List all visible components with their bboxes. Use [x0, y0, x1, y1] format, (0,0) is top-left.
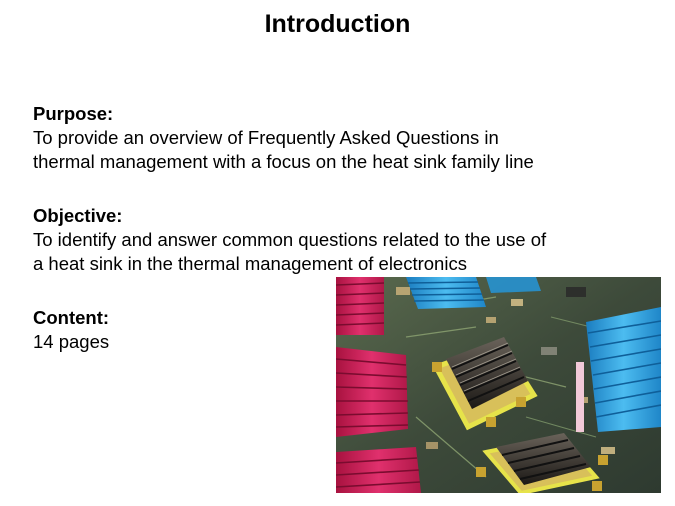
- objective-section: [33, 204, 653, 276]
- red-heat-sink-top-left: [336, 277, 384, 335]
- purpose-section: [33, 102, 653, 174]
- purpose-line-1: To provide an overview of Frequently Asked Questions in: [33, 127, 499, 148]
- purpose-heading: Purpose:: [33, 103, 114, 124]
- circuit-board-illustration: [336, 277, 661, 493]
- content-line-1: 14 pages: [33, 331, 110, 352]
- content-heading: Content:: [33, 307, 110, 328]
- purpose-line-2: thermal management with a focus on the heat sink family line: [33, 151, 534, 172]
- objective-line-2: a heat sink in the thermal management of electronics: [33, 253, 467, 274]
- heat-sink-photo: [336, 277, 661, 493]
- red-heat-sink-middle-left: [336, 347, 408, 437]
- objective-line-1: To identify and answer common questions related to the use of: [33, 229, 547, 250]
- slide-title: Introduction: [264, 10, 411, 38]
- red-heat-sink-bottom-left: [336, 447, 421, 493]
- objective-heading: Objective:: [33, 205, 123, 226]
